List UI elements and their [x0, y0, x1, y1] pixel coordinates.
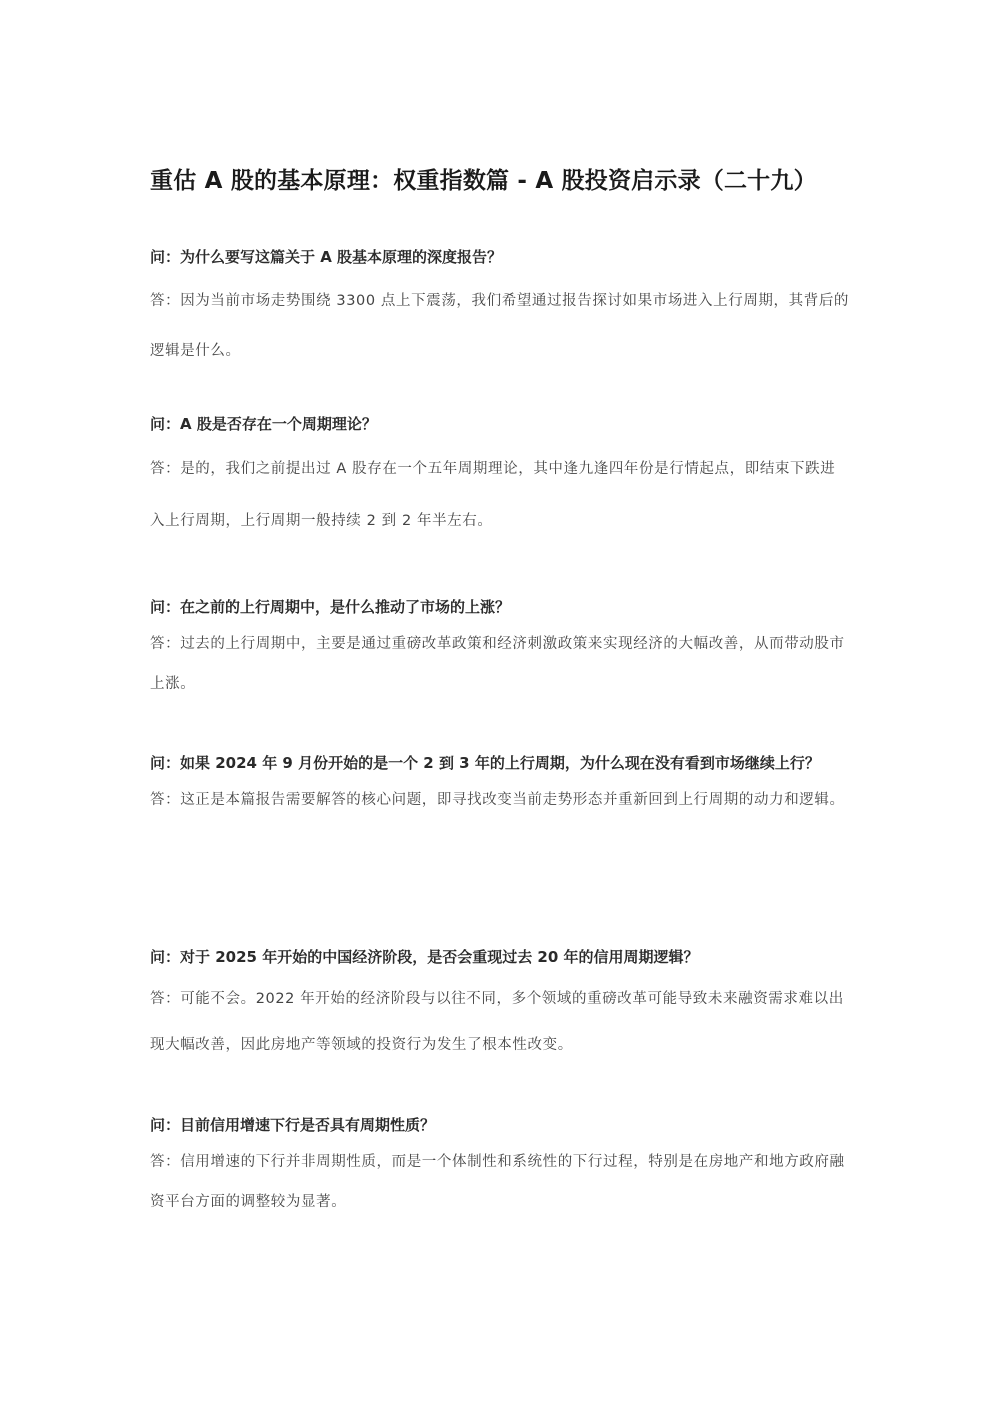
answer-text: 答：可能不会。2022 年开始的经济阶段与以往不同，多个领域的重磅改革可能导致未来融资需求难以出现大幅改善，因此房地产等领域的投资行为发生了根本性改变。: [150, 991, 844, 1053]
question-text: 问：为什么要写这篇关于 A 股基本原理的深度报告？: [150, 248, 503, 266]
qa-block: [150, 405, 850, 547]
question-text: 问：目前信用增速下行是否具有周期性质？: [150, 1116, 436, 1134]
answer-text: 答：因为当前市场走势围绕 3300 点上下震荡，我们希望通过报告探讨如果市场进入上行周期，其背后的逻辑是什么。: [150, 293, 850, 359]
answer-text: 答：信用增速的下行并非周期性质，而是一个体制性和系统性的下行过程，特别是在房地产和地方政府融资平台方面的调整较为显著。: [150, 1154, 845, 1210]
question-text: 问：在之前的上行周期中，是什么推动了市场的上涨？: [150, 598, 511, 616]
question-text: 问：如果 2024 年 9 月份开始的是一个 2 到 3 年的上行周期，为什么现在没有看到市场继续上行？: [150, 754, 820, 772]
qa-block: [150, 588, 850, 704]
qa-block: [150, 1106, 850, 1222]
qa-block: [150, 238, 850, 376]
question-text: 问：A 股是否存在一个周期理论？: [150, 415, 377, 433]
answer-text: 答：这正是本篇报告需要解答的核心问题，即寻找改变当前走势形态并重新回到上行周期的动力和逻辑。: [150, 792, 845, 808]
qa-block: [150, 744, 850, 820]
answer-text: 答：过去的上行周期中，主要是通过重磅改革政策和经济刺激政策来实现经济的大幅改善，从而带动股市上涨。: [150, 636, 845, 692]
answer-text: 答：是的，我们之前提出过 A 股存在一个五年周期理论，其中逢九逢四年份是行情起点，即结束下跌进入上行周期，上行周期一般持续 2 到 2 年半左右。: [150, 461, 836, 529]
document-title: 重估 A 股的基本原理：权重指数篇 - A 股投资启示录（二十九）: [150, 168, 817, 195]
question-text: 问：对于 2025 年开始的中国经济阶段，是否会重现过去 20 年的信用周期逻辑？: [150, 948, 699, 966]
qa-block: [150, 938, 850, 1068]
